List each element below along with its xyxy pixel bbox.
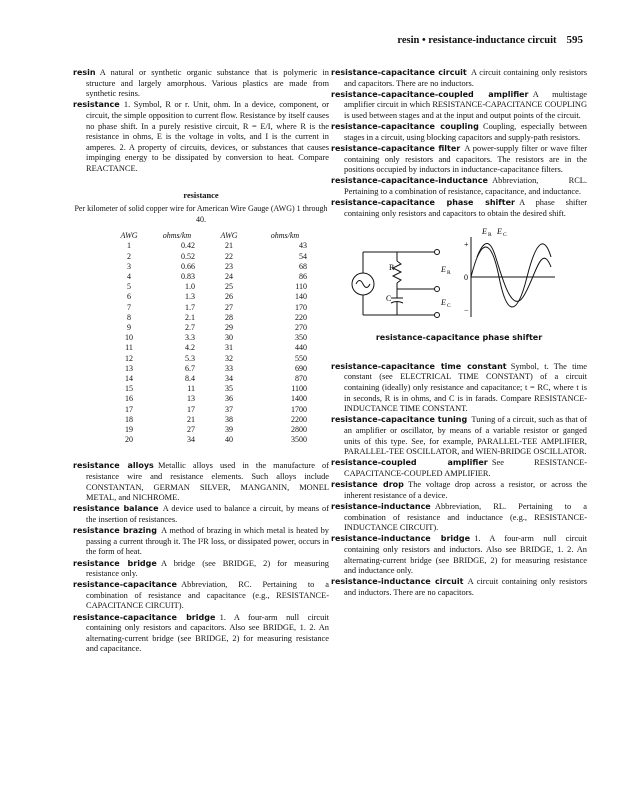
label-ec: E (441, 298, 446, 308)
phase-shifter-diagram (331, 227, 587, 327)
table-cell: 9 (127, 322, 131, 332)
table-cell: 27 (187, 424, 195, 434)
table-cell: 23 (225, 261, 233, 271)
entry-term: resistance bridge (73, 558, 157, 568)
table-header: ohms/km (270, 231, 300, 241)
table-cell: 22 (225, 251, 233, 261)
table-cell: 3500 (291, 435, 307, 445)
table-cell: 38 (225, 414, 233, 424)
table-row (107, 394, 315, 404)
table-cell: 870 (295, 373, 307, 383)
phase-shifter-figure (331, 227, 587, 327)
table-cell: 26 (225, 292, 233, 302)
dictionary-entry (73, 504, 329, 525)
table-row (107, 282, 315, 292)
table-row (107, 241, 315, 251)
dictionary-entry (331, 198, 587, 219)
table-cell: 40 (225, 435, 233, 445)
table-cell: 21 (225, 241, 233, 251)
dictionary-entry (331, 90, 587, 122)
table-cell: 4 (127, 271, 131, 281)
dictionary-entry (331, 577, 587, 598)
left-column (73, 68, 329, 656)
table-cell: 21 (187, 414, 195, 424)
table-cell: 8 (127, 312, 131, 322)
label-er-sub: R (447, 270, 451, 277)
table-cell: 32 (225, 353, 233, 363)
table-row (107, 405, 315, 415)
dictionary-entry (331, 122, 587, 143)
table-row (107, 343, 315, 353)
table-row (107, 435, 315, 445)
dictionary-entry (331, 415, 587, 457)
entry-body: A method of brazing in which metal is heated by passing a current through it. The I²R loss, or dissipated power, occurs in the form of heat. (86, 526, 329, 557)
table-cell: 20 (125, 435, 133, 445)
table-cell: 1 (127, 241, 131, 251)
table-cell: 30 (225, 333, 233, 343)
table-cell: 0.52 (181, 251, 195, 261)
entry-body: Coupling, especially between stages in a circuit, using blocking capacitors and supply-path resistors. (344, 122, 587, 142)
table-cell: 7 (127, 302, 131, 312)
label-c: C (386, 294, 392, 304)
table-row (107, 415, 315, 425)
dictionary-entry (73, 461, 329, 503)
table-caption: Per kilometer of solid copper wire for American Wire Gauge (AWG) 1 through 40. (74, 204, 328, 224)
table-header: AWG (120, 231, 138, 241)
dictionary-entry (331, 144, 587, 176)
dictionary-entry (331, 458, 587, 479)
table-cell: 0.66 (181, 261, 195, 271)
table-row (107, 303, 315, 313)
table-cell: 6 (127, 292, 131, 302)
header-title: resin • resistance-inductance circuit (397, 35, 557, 46)
dictionary-entry (331, 176, 587, 197)
entry-term: resistance balance (73, 504, 159, 514)
entry-body: A natural or synthetic organic substance that is polymeric in structure and largely amorphous. Various plastics are made from synthetic resins. (86, 68, 329, 99)
table-row (107, 272, 315, 282)
entry-term: resistance-capacitance-coupled amplifier (331, 89, 529, 99)
table-row (107, 354, 315, 364)
table-cell: 31 (225, 343, 233, 353)
label-er: E (441, 265, 446, 275)
table-cell: 0.83 (181, 271, 195, 281)
entry-body: Tuning of a circuit, such as that of an amplifier or oscillator, by means of a variable resistor or ganged units of this type. See, for example, PARALLEL-TEE AMPLIFIER, PARALLEL-TEE OSCILLATOR, and WIEN-BRIDGE OSCILLATOR. (344, 415, 587, 457)
table-cell: 350 (295, 333, 307, 343)
entry-term: resistance-capacitance coupling (331, 122, 479, 132)
entry-term: resistance-capacitance bridge (73, 612, 216, 622)
entry-body: Metallic alloys used in the manufacture of resistance wire and resistance elements. Such alloys include CONSTANTAN, GERMAN SILVER, MANGANIN, MONEL METAL, and NICHROME. (86, 461, 329, 503)
table-cell: 220 (295, 312, 307, 322)
table-cell: 14 (125, 373, 133, 383)
entry-term: resistance (73, 100, 120, 110)
table-cell: 68 (299, 261, 307, 271)
table-cell: 5.3 (185, 353, 195, 363)
entry-term: resistance-inductance (331, 501, 431, 511)
table-cell: 33 (225, 363, 233, 373)
table-row (107, 333, 315, 343)
table-cell: 34 (225, 373, 233, 383)
dictionary-entry (331, 534, 587, 576)
entry-term: resistance drop (331, 480, 404, 490)
table-row (107, 374, 315, 384)
entry-body: The voltage drop across a resistor, or across the inherent resistance of a device. (344, 480, 587, 500)
dictionary-entry (73, 100, 329, 174)
table-header: ohms/km (162, 231, 192, 241)
entry-body: A device used to balance a circuit, by means of the insertion of resistances. (86, 504, 329, 524)
entry-term: resistance-inductance bridge (331, 534, 471, 544)
dictionary-entry (331, 480, 587, 501)
entry-term: resistance-capacitance time constant (331, 361, 507, 371)
entry-body: 1. A four-arm null circuit containing only resistors and inductors. Also see BRIDGE, 1. 2. An alternating-current bridge (see BRIDGE, 2) for measuring resistance and inductance only. (344, 534, 588, 576)
entry-term: resistance alloys (73, 461, 154, 471)
entry-body: A circuit containing only resistors and inductors. There are no capacitors. (344, 577, 587, 597)
entry-term: resistance-capacitance phase shifter (331, 198, 515, 208)
table-cell: 25 (225, 282, 233, 292)
table-cell: 11 (125, 343, 133, 353)
entry-term: resistance-coupled amplifier (331, 458, 488, 468)
table-cell: 1100 (291, 384, 307, 394)
entry-term: resistance brazing (73, 526, 157, 536)
table-row (107, 364, 315, 374)
table-cell: 37 (225, 404, 233, 414)
entry-term: resistance-capacitance-inductance (331, 176, 488, 186)
label-r: R (389, 263, 395, 273)
table-cell: 3 (127, 261, 131, 271)
entry-body: See RESISTANCE-CAPACITANCE-COUPLED AMPLIFIER. (344, 458, 587, 478)
table-cell: 13 (187, 394, 195, 404)
wave-label-ec: E (497, 227, 502, 237)
table-cell: 8.4 (185, 373, 195, 383)
table-cell: 2800 (291, 424, 307, 434)
table-cell: 4.2 (185, 343, 195, 353)
entry-term: resistance-inductance circuit (331, 577, 464, 587)
wave-label-er-sub: R (488, 232, 492, 239)
table-row (107, 262, 315, 272)
wave-ec (477, 244, 551, 302)
table-cell: 36 (225, 394, 233, 404)
table-cell: 16 (125, 394, 133, 404)
table-cell: 440 (295, 343, 307, 353)
table-cell: 12 (125, 353, 133, 363)
table-cell: 2 (127, 251, 131, 261)
table-cell: 1700 (291, 404, 307, 414)
table-cell: 3.3 (185, 333, 195, 343)
table-cell: 39 (225, 424, 233, 434)
label-ec-sub: C (447, 303, 451, 310)
table-cell: 54 (299, 251, 307, 261)
axis-minus: − (464, 306, 469, 316)
table-cell: 10 (125, 333, 133, 343)
table-cell: 15 (125, 384, 133, 394)
table-cell: 27 (225, 302, 233, 312)
table-title: resistance (183, 190, 219, 200)
entry-body: 1. A four-arm null circuit containing only resistors and capacitors. Also see BRIDGE, 1. 2. An alternating-current bridge (see BRIDGE, 2) for measuring resistance and capacitance. (86, 612, 329, 654)
dictionary-entry (73, 559, 329, 580)
table-cell: 43 (299, 241, 307, 251)
page-number: 595 (566, 34, 583, 46)
dictionary-entry (331, 502, 587, 534)
entry-body: Abbreviation, RC. Pertaining to a combination of resistance and capacitance (e.g., RESISTANCE-CAPACITANCE CIRCUIT). (86, 580, 329, 611)
wave-label-ec-sub: C (503, 232, 507, 239)
table-cell: 170 (295, 302, 307, 312)
table-cell: 86 (299, 271, 307, 281)
table-row (107, 323, 315, 333)
entry-body: A power-supply filter or wave filter containing only resistors and capacitors. The resistors are in the positions occupied by inductors in inductance-capacitance filters. (344, 143, 588, 175)
entry-body: Symbol, t. The time constant (see ELECTRICAL TIME CONSTANT) of a circuit containing (ideally) only resistance and capacitance; t = RC, where t is in seconds, R is in ohms, and C is in farads. Compare RESISTANCE-INDUCTANCE TIME CONSTANT. (344, 361, 587, 414)
dictionary-entry (331, 68, 587, 89)
table-cell: 17 (187, 404, 195, 414)
table-cell: 1.3 (185, 292, 195, 302)
table-cell: 1.0 (185, 282, 195, 292)
table-cell: 6.7 (185, 363, 195, 373)
table-cell: 34 (187, 435, 195, 445)
entry-body: 1. Symbol, R or r. Unit, ohm. In a device, component, or circuit, the simple opposition to current flow. Resistance by itself causes no phase shift. In a purely resistive circuit, R = E/I, where R is the resistance in ohms, E is the voltage in volts, and I is the current in amperes. 2. A property of circuits, devices, or substances that causes impinging energy to be dissipated by conversion to heat. Compare REACTANCE. (86, 100, 329, 173)
table-cell: 1400 (291, 394, 307, 404)
running-header (397, 34, 583, 46)
table-cell: 13 (125, 363, 133, 373)
table-cell: 5 (127, 282, 131, 292)
table-header: AWG (220, 231, 238, 241)
entry-body: A multistage amplifier circuit in which RESISTANCE-CAPACITANCE COUPLING is used between stages and at the input and output points of the circuit. (344, 89, 587, 120)
table-cell: 270 (295, 322, 307, 332)
entry-body: A bridge (see BRIDGE, 2) for measuring resistance only. (86, 558, 329, 579)
dictionary-entry (73, 68, 329, 100)
entry-term: resistance-capacitance (73, 580, 177, 590)
figure-caption: resistance-capacitance phase shifter (375, 333, 543, 343)
entry-body: Abbreviation, RL. Pertaining to a combination of resistance and inductance (e.g., RESISTANCE-INDUCTANCE CIRCUIT). (344, 501, 587, 533)
table-cell: 35 (225, 384, 233, 394)
table-cell: 550 (295, 353, 307, 363)
table-cell: 1.7 (185, 302, 195, 312)
entry-term: resistance-capacitance circuit (331, 68, 467, 77)
table-cell: 29 (225, 322, 233, 332)
right-column (331, 68, 587, 599)
dictionary-entry (73, 580, 329, 612)
table-cell: 11 (187, 384, 195, 394)
dictionary-entry (73, 613, 329, 655)
entry-term: resistance-capacitance tuning (331, 415, 468, 425)
dictionary-entry (331, 362, 587, 415)
table-cell: 0.42 (181, 241, 195, 251)
table-row (107, 384, 315, 394)
dictionary-entry (73, 526, 329, 558)
table-cell: 110 (295, 282, 307, 292)
table-cell: 140 (295, 292, 307, 302)
sine-symbol-icon (356, 281, 370, 288)
entry-term: resistance-capacitance filter (331, 143, 461, 153)
table-row (107, 313, 315, 323)
entry-body: Abbreviation, RCL. Pertaining to a combination of resistance, capacitance, and inductance. (344, 176, 587, 196)
resistance-table (107, 231, 315, 445)
table-cell: 2200 (291, 414, 307, 424)
entry-body: A phase shifter containing only resistors and capacitors to obtain the desired shift. (344, 198, 587, 218)
table-cell: 2.7 (185, 322, 195, 332)
axis-zero: 0 (464, 273, 468, 283)
table-cell: 18 (125, 414, 133, 424)
table-cell: 24 (225, 271, 233, 281)
table-row (107, 425, 315, 435)
entry-term: resin (73, 68, 96, 77)
table-cell: 28 (225, 312, 233, 322)
axis-plus: + (464, 240, 469, 250)
table-row (107, 292, 315, 302)
table-cell: 690 (295, 363, 307, 373)
table-row (107, 252, 315, 262)
wave-label-er: E (482, 227, 487, 237)
table-cell: 2.1 (185, 312, 195, 322)
table-cell: 19 (125, 424, 133, 434)
table-cell: 17 (125, 404, 133, 414)
entry-body: A circuit containing only resistors and capacitors. There are no inductors. (344, 68, 587, 88)
